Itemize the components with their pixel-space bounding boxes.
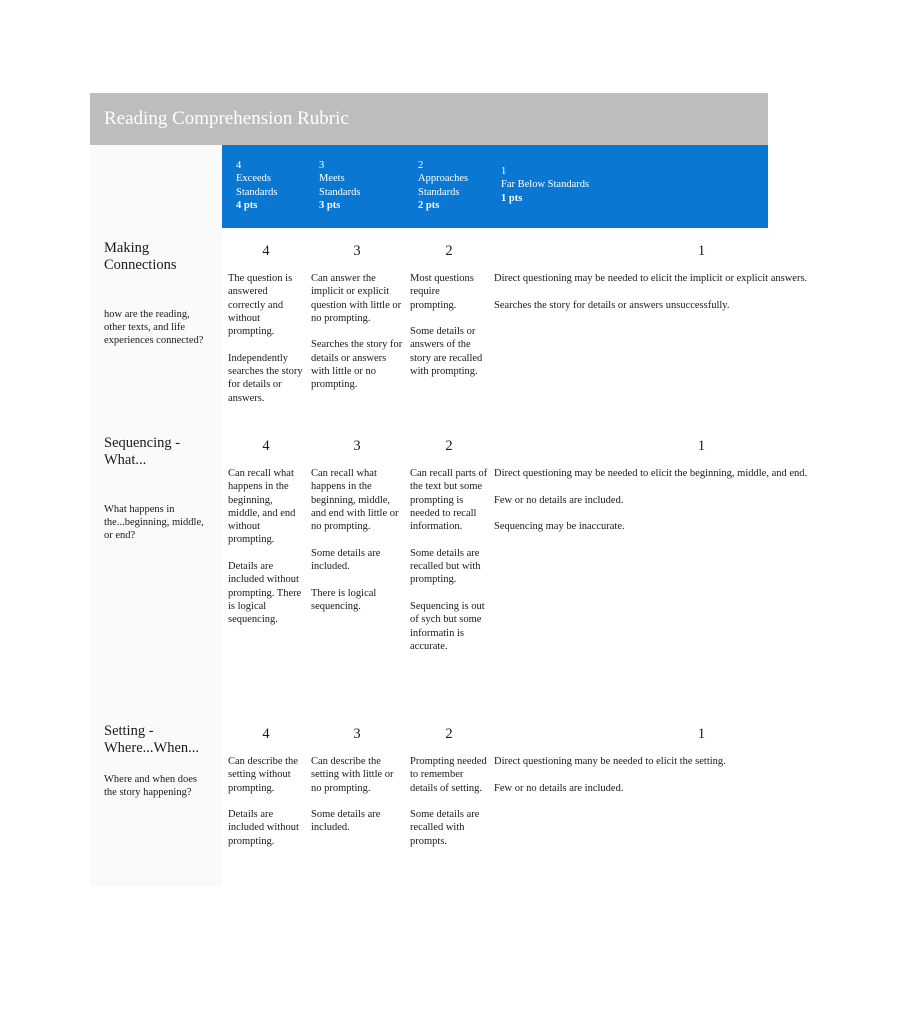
rating-cell-description: The question is answered correctly and without prompting. Independently searches the story for details or answers. [228, 273, 303, 404]
header-criteria-blank [90, 145, 222, 228]
rating-label: Standards [418, 186, 460, 198]
rating-cell-description: Can recall parts of the text but some prompting is needed to recall information. Some details are recalled but with prompting. Sequencing is out of sych but some informatin is accurate. [410, 468, 488, 652]
rating-cell-score: 2 [445, 243, 453, 259]
rating-label: Exceeds [236, 173, 271, 185]
rating-cell-description: Can describe the setting with little or no prompting. Some details are included. [311, 756, 394, 834]
rating-score: 1 [501, 166, 507, 177]
rating-cell-2 [410, 437, 488, 653]
rating-header-2 [418, 159, 468, 212]
rating-cell-3 [311, 725, 403, 835]
rating-cell-score: 1 [697, 726, 706, 742]
rating-cell-2 [410, 242, 488, 378]
rating-cell-score: 4 [262, 438, 270, 454]
criterion-cell [90, 711, 222, 886]
rating-cell-score: 4 [262, 243, 270, 259]
criterion-name: Making Connections [104, 240, 177, 273]
rating-cell-description: Direct questioning many be needed to elicit the setting. Few or no details are included. [494, 756, 726, 794]
rubric-title: Reading Comprehension Rubric [90, 93, 768, 145]
criterion-name: Setting - Where...When... [104, 723, 200, 756]
rating-score: 2 [418, 160, 424, 171]
criterion-description: What happens in the...beginning, middle, or end? [104, 504, 204, 542]
criterion-description: how are the reading, other texts, and life experiences connected? [104, 309, 204, 347]
criterion-cell [90, 228, 222, 423]
rating-cell-3 [311, 437, 403, 613]
rating-cell-description: Can describe the setting without prompting. Details are included without prompting. [228, 756, 299, 847]
rating-cell-description: Can recall what happens in the beginning, middle, and end without prompting. Details are included without prompting. There is logical sequencing. [228, 468, 302, 626]
rating-points: 2 pts [418, 199, 440, 211]
rating-label: Far Below Standards [501, 179, 590, 191]
rating-cell-score: 2 [445, 726, 453, 742]
rating-cell-4 [228, 437, 304, 627]
rating-cell-score: 3 [353, 438, 361, 454]
rating-cell-1 [494, 725, 914, 795]
criterion-row-setting [90, 711, 768, 886]
rating-header [222, 145, 768, 228]
criterion-row-sequencing [90, 423, 808, 711]
criterion-ratings [222, 423, 808, 711]
rating-header-1 [501, 165, 589, 205]
rating-cell-score: 3 [353, 726, 361, 742]
rating-cell-4 [228, 725, 304, 848]
rating-label: Standards [319, 186, 361, 198]
rating-cell-description: Direct questioning may be needed to elicit the beginning, middle, and end. Few or no details are included. Sequencing may be inaccurate. [494, 468, 808, 533]
rating-label: Meets [319, 173, 345, 185]
rating-points: 4 pts [236, 199, 258, 211]
rating-cell-description: Can answer the implicit or explicit question with little or no prompting. Searches the story for details or answers with little or no prompting. [311, 273, 403, 391]
rating-header-3 [319, 159, 360, 212]
rating-cell-score: 1 [697, 438, 706, 454]
rating-cell-score: 1 [697, 243, 706, 259]
rating-cell-score: 2 [445, 438, 453, 454]
criterion-ratings [222, 228, 808, 423]
rating-cell-3 [311, 242, 403, 392]
rating-cell-1 [494, 437, 914, 533]
rating-points: 1 pts [501, 192, 523, 204]
criterion-cell [90, 423, 222, 711]
criterion-description: Where and when does the story happening? [104, 774, 198, 799]
rubric-table [90, 93, 808, 886]
rating-cell-description: Most questions require prompting. Some details or answers of the story are recalled with prompting. [410, 273, 483, 378]
rating-score: 4 [236, 160, 242, 171]
rating-cell-4 [228, 242, 304, 405]
criterion-name: Sequencing - What... [104, 435, 181, 468]
rating-cell-description: Direct questioning may be needed to elicit the implicit or explicit answers. Searches the story for details or answers unsuccessfully. [494, 273, 808, 311]
rating-cell-score: 4 [262, 726, 270, 742]
rating-cell-2 [410, 725, 488, 848]
rating-label: Approaches [418, 173, 469, 185]
rating-cell-description: Prompting needed to remember details of setting. Some details are recalled with prompts. [410, 756, 487, 847]
rating-points: 3 pts [319, 199, 341, 211]
criterion-ratings [222, 711, 768, 886]
rating-cell-score: 3 [353, 243, 361, 259]
rating-header-4 [236, 159, 277, 212]
rating-score: 3 [319, 160, 325, 171]
rating-cell-1 [494, 242, 914, 312]
rating-label: Standards [236, 186, 278, 198]
rating-header-row [90, 145, 768, 228]
rating-cell-description: Can recall what happens in the beginning, middle, and end with little or no prompting. Some details are included. There is logical sequencing. [311, 468, 399, 612]
criterion-row-making-connections [90, 228, 808, 423]
